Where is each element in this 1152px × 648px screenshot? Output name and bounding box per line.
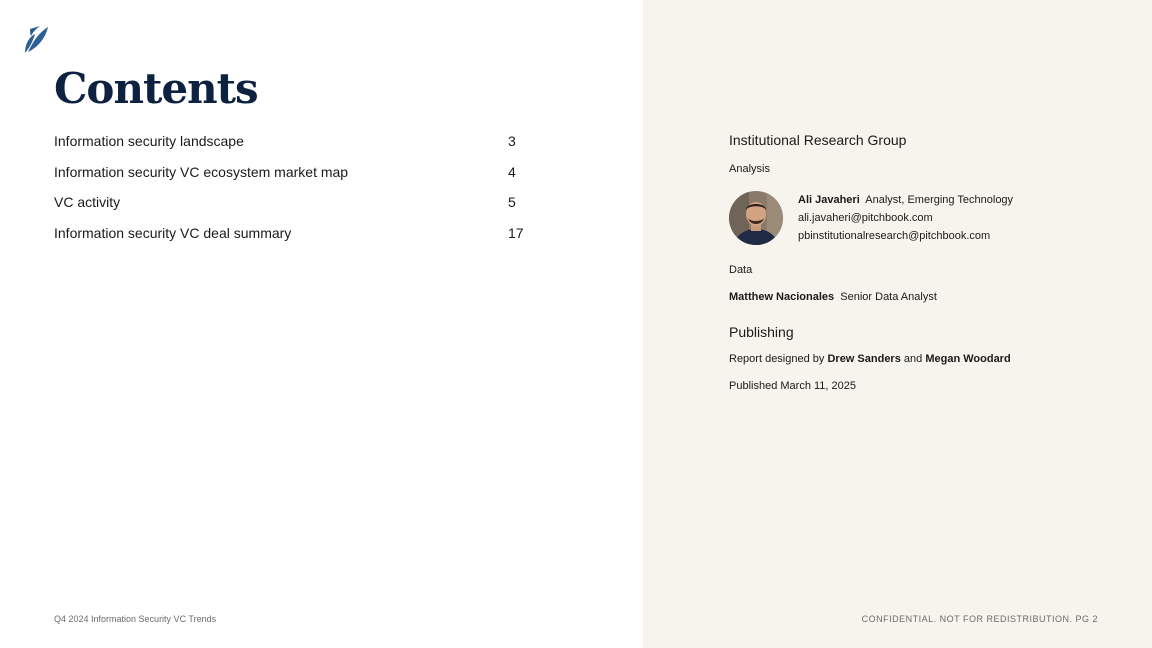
analysis-label: Analysis (729, 163, 770, 175)
toc-item-page: 17 (508, 224, 524, 241)
toc-item-page: 3 (508, 133, 516, 149)
analyst-name: Ali Javaheri (798, 194, 860, 206)
sail-logo-icon (22, 24, 50, 54)
toc-item[interactable] (54, 223, 534, 254)
toc-item[interactable] (54, 162, 534, 193)
publishing-title: Publishing (729, 324, 794, 340)
designer-name: Drew Sanders (827, 353, 901, 365)
credits-panel (643, 0, 1152, 648)
data-label: Data (729, 264, 753, 276)
research-group-title: Institutional Research Group (729, 132, 907, 148)
person-avatar-icon (729, 191, 783, 245)
table-of-contents (54, 131, 534, 253)
toc-item-label: VC activity (54, 194, 121, 210)
published-date: Published March 11, 2025 (729, 380, 856, 392)
data-credit (729, 291, 937, 303)
analyst-credit (798, 194, 1013, 206)
toc-item-label: Information security VC ecosystem market map (54, 163, 349, 180)
designed-by-and: and (903, 353, 923, 365)
toc-item-page: 4 (508, 163, 516, 180)
data-person-name: Matthew Nacionales (729, 291, 835, 303)
analyst-avatar (729, 191, 783, 245)
designed-by-credit (729, 353, 1011, 365)
analyst-email-link[interactable]: ali.javaheri@pitchbook.com (798, 212, 933, 224)
toc-item[interactable] (54, 192, 534, 223)
toc-item-label: Information security landscape (54, 133, 244, 149)
data-person-role: Senior Data Analyst (840, 291, 937, 303)
analyst-role: Analyst, Emerging Technology (865, 194, 1014, 206)
page-title: Contents (54, 64, 258, 113)
toc-item-page: 5 (508, 194, 516, 210)
toc-item-label: Information security VC deal summary (54, 224, 292, 241)
designed-by-prefix: Report designed by (729, 353, 825, 365)
toc-item[interactable] (54, 131, 534, 162)
footer-confidential-page: CONFIDENTIAL. NOT FOR REDISTRIBUTION. PG 2 (861, 614, 1098, 624)
team-email-link[interactable]: pbinstitutionalresearch@pitchbook.com (798, 230, 991, 242)
footer-report-title: Q4 2024 Information Security VC Trends (54, 614, 217, 624)
designer-name: Megan Woodard (925, 353, 1011, 365)
